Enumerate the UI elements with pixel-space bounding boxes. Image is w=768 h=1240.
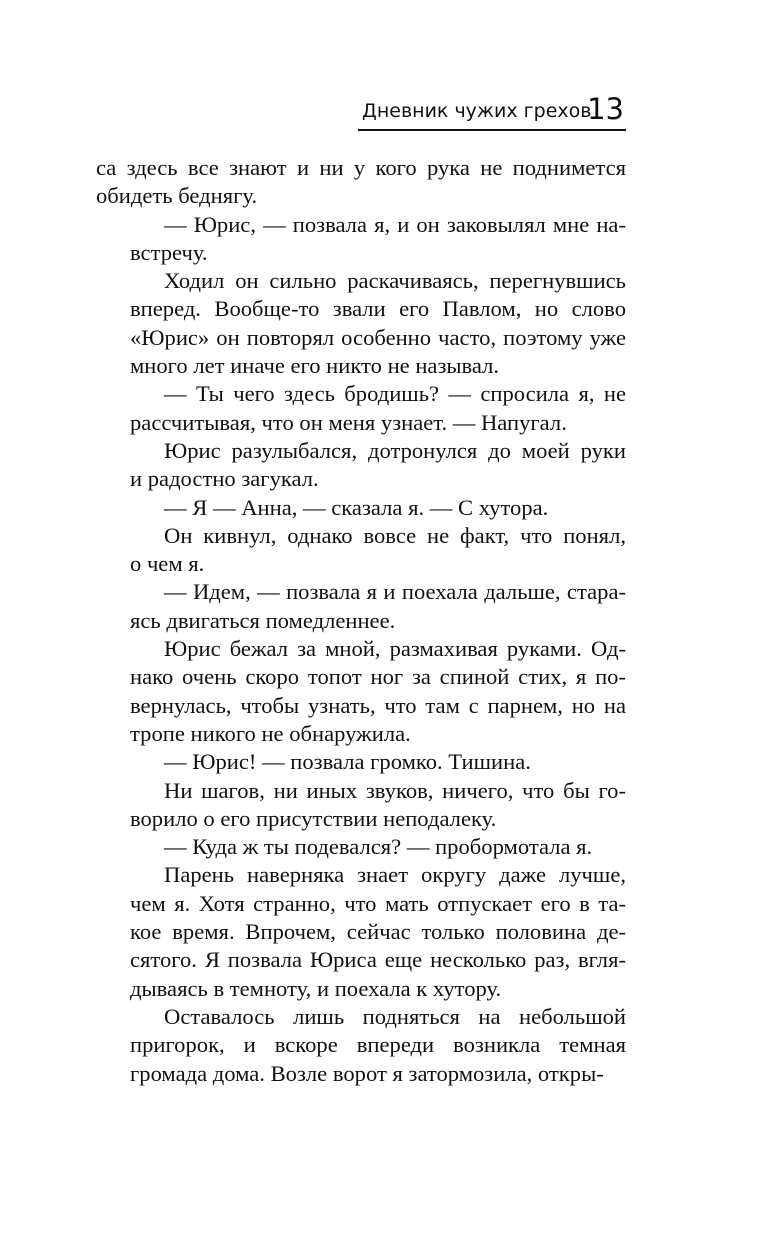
header-rule <box>358 129 626 131</box>
text-line: Ни шагов, ни иных звуков, ничего, что бы го- <box>164 777 626 803</box>
text-line: Оставалось лишь подняться на небольшой <box>164 1003 626 1029</box>
paragraph <box>96 748 626 776</box>
text-line: вперед. Вообще-то звали его Павлом, но слово <box>130 296 626 322</box>
text-line: обидеть беднягу. <box>96 183 258 209</box>
paragraph <box>96 380 626 437</box>
text-line: ворило о его присутствии неподалеку. <box>130 805 497 831</box>
text-line: ясь двигаться помедленнее. <box>130 607 396 633</box>
text-line: Он кивнул, однако вовсе не факт, что понял, <box>164 522 626 548</box>
text-line: — Юрис! — позвала громко. Тишина. <box>164 749 531 775</box>
text-line: са здесь все знают и ни у кого рука не поднимется <box>96 155 626 180</box>
text-line: пригорок, и вскоре впереди возникла темная <box>130 1032 626 1058</box>
paragraph <box>96 1003 626 1088</box>
text-line: — Идем, — позвала я и поехала дальше, стара- <box>164 579 626 605</box>
text-line: — Ты чего здесь бродишь? — спросила я, не <box>164 381 626 407</box>
text-line: много лет иначе его никто не называл. <box>130 353 500 379</box>
page-number: 13 <box>587 92 624 126</box>
paragraph <box>96 267 626 380</box>
text-line: рассчитывая, что он меня узнает. — Напугал. <box>130 409 567 435</box>
text-line: дываясь в темноту, и поехала к хутору. <box>130 975 502 1001</box>
text-line: — Куда ж ты подевался? — пробормотала я. <box>164 834 593 860</box>
text-line: сятого. Я позвала Юриса еще несколько раз, вгля- <box>130 947 626 973</box>
paragraph <box>96 154 626 211</box>
text-line: «Юрис» он повторял особенно часто, поэтому уже <box>130 324 626 350</box>
paragraph <box>96 522 626 579</box>
text-line: и радостно загукал. <box>130 466 319 492</box>
text-line: — Я — Анна, — сказала я. — С хутора. <box>164 494 549 520</box>
paragraph <box>96 437 626 494</box>
paragraph <box>96 211 626 268</box>
text-line: вернулась, чтобы узнать, что там с парнем, но на <box>130 692 626 718</box>
text-line: Юрис бежал за мной, размахивая руками. Од- <box>164 636 626 662</box>
text-line: Парень наверняка знает округу даже лучше, <box>164 862 626 888</box>
running-head <box>358 86 626 130</box>
paragraph <box>96 833 626 861</box>
body-text <box>96 154 626 1088</box>
text-line: громада дома. Возле ворот я затормозила, откры- <box>130 1060 604 1086</box>
paragraph <box>96 494 626 522</box>
paragraph <box>96 635 626 748</box>
text-line: о чем я. <box>130 551 205 577</box>
text-line: тропе никого не обнаружила. <box>130 720 411 746</box>
text-line: — Юрис, — позвала я, и он заковылял мне на- <box>164 211 626 237</box>
book-title: Дневник чужих грехов <box>362 100 592 122</box>
text-line: кое время. Впрочем, сейчас только половина де- <box>130 919 626 945</box>
text-line: чем я. Хотя странно, что мать отпускает его в та- <box>130 890 626 916</box>
text-line: Ходил он сильно раскачиваясь, перегнувшись <box>164 268 626 294</box>
paragraph <box>96 777 626 834</box>
paragraph <box>96 578 626 635</box>
text-line: встречу. <box>130 239 208 265</box>
text-line: Юрис разулыбался, дотронулся до моей руки <box>164 437 626 463</box>
paragraph <box>96 861 626 1002</box>
text-line: нако очень скоро топот ног за спиной стих, я по- <box>130 664 626 690</box>
